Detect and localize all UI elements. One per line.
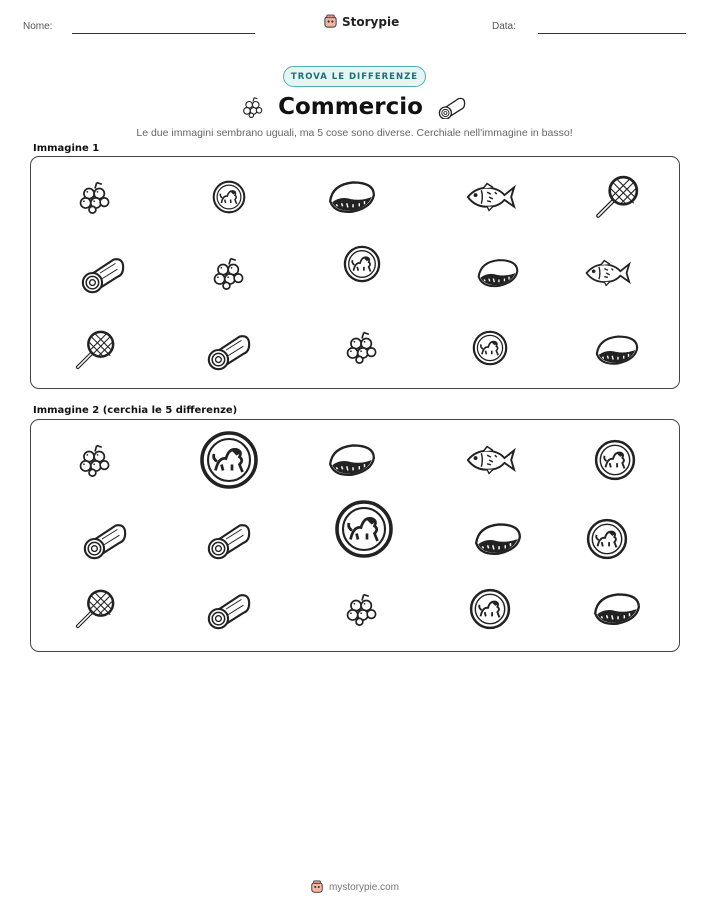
shell-icon[interactable] — [326, 171, 378, 223]
panel-1-label: Immagine 1 — [33, 143, 100, 154]
coin-icon[interactable] — [469, 588, 511, 630]
shell-icon[interactable] — [475, 250, 521, 296]
page-title: Commercio — [278, 94, 423, 120]
activity-badge: TROVA LE DIFFERENZE — [283, 66, 426, 87]
berries-icon[interactable] — [78, 443, 112, 477]
log-icon[interactable] — [205, 326, 253, 374]
log-icon[interactable] — [205, 515, 253, 563]
berries-icon[interactable] — [345, 330, 379, 364]
shell-icon[interactable] — [326, 434, 378, 486]
coin-icon[interactable] — [594, 439, 636, 481]
name-label: Nome: — [23, 21, 53, 32]
net-icon[interactable] — [74, 588, 116, 630]
fish-icon[interactable] — [583, 249, 631, 297]
log-icon[interactable] — [79, 249, 127, 297]
log-icon[interactable] — [81, 515, 129, 563]
fish-icon[interactable] — [464, 171, 516, 223]
mascot-icon — [310, 880, 324, 894]
shell-icon[interactable] — [593, 326, 641, 374]
coin-icon[interactable] — [343, 245, 381, 283]
berries-icon[interactable] — [212, 256, 246, 290]
net-icon[interactable] — [594, 174, 640, 220]
log-icon[interactable] — [205, 585, 253, 633]
coin-icon[interactable] — [586, 518, 628, 560]
net-icon[interactable] — [74, 329, 116, 371]
shell-icon[interactable] — [591, 583, 643, 635]
coin-icon[interactable] — [334, 499, 394, 559]
fish-icon[interactable] — [464, 434, 516, 486]
date-label: Data: — [492, 21, 516, 32]
instructions: Le due immagini sembrano uguali, ma 5 cose sono diverse. Cerchiale nell'immagine in basso! — [136, 127, 573, 139]
footer — [0, 880, 709, 894]
berries-icon[interactable] — [78, 180, 112, 214]
coin-icon[interactable] — [472, 330, 508, 366]
coin-icon[interactable] — [199, 430, 259, 490]
shell-icon[interactable] — [472, 513, 524, 565]
coin-icon[interactable] — [212, 180, 246, 214]
panel-2-label: Immagine 2 (cerchia le 5 differenze) — [33, 405, 238, 416]
footer-url: mystorypie.com — [328, 881, 399, 893]
brand-name: Storypie — [342, 14, 400, 29]
berries-icon[interactable] — [345, 592, 379, 626]
